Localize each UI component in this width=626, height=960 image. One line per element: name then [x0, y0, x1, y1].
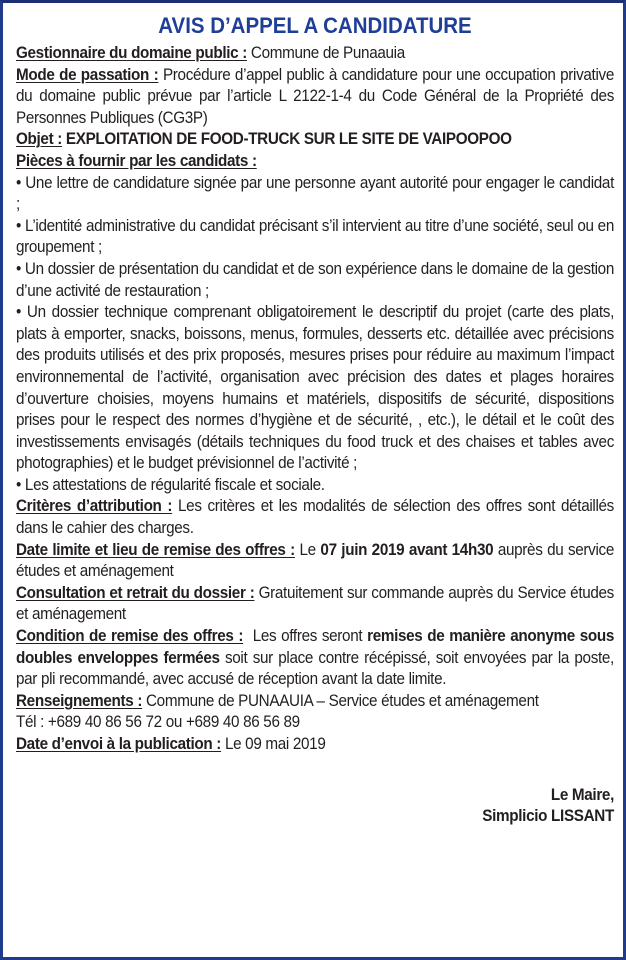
date-limite-paragraph [16, 540, 614, 583]
consultation-paragraph [16, 583, 614, 626]
renseignements-value: Commune de PUNAAUIA – Service études et aménagement [142, 691, 539, 710]
objet-label: Objet : [16, 130, 62, 149]
date-envoi-value: Le 09 mai 2019 [221, 735, 326, 753]
signature-role: Le Maire, [550, 785, 614, 804]
date-limite-deadline: 07 juin 2019 avant 14h30 [320, 540, 494, 559]
pieces-list-item: • Un dossier technique comprenant obligatoirement le descriptif du projet (carte des plats, plats à emporter, snacks, boissons, menus, formules, desserts etc. détaillée avec précisions des produits utilisés et des prix proposés, mesures prises pour réduire au maximum l’impact environnemental de l’activité, organisation avec précision des dates et plages horaires d’ouverture choisies, moyens humains et matériels, dispositifs de sécurité, dispositions prises pour le respect des normes d’hygiène et de sécurité, , etc.), le détail et le coût des investissements envisagés (détails techniques du food truck et des chaises et tables avec photographies) et le budget prévisionnel de l’activité ; [16, 303, 614, 473]
condition-emphasis: remises de manière anonyme sous doubles enveloppes fermées [16, 627, 614, 667]
pieces-list-item: • Les attestations de régularité fiscale et sociale. [16, 475, 325, 494]
condition-suffix: soit sur place contre récépissé, soit envoyées par la poste, par pli recommandé, avec accusé de réception avant la date limite. [16, 648, 614, 689]
date-envoi-paragraph [16, 734, 614, 756]
pieces-list-item: • Un dossier de présentation du candidat et de son expérience dans le domaine de la gestion d’une activité de restauration ; [16, 259, 614, 300]
date-limite-suffix: auprès du service études et aménagement [16, 540, 614, 581]
condition-prefix: Les offres seront [243, 627, 368, 646]
objet-value: EXPLOITATION DE FOOD-TRUCK SUR LE SITE DE VAIPOOPOO [61, 130, 512, 149]
consultation-label: Consultation et retrait du dossier : [16, 583, 255, 602]
mode-passation-value: Procédure d’appel public à candidature pour une occupation privative du domaine public prévue par l’article L 2122-1-4 du Code Général de la Propriété des Personnes Publiques (CG3P) [16, 65, 614, 127]
date-envoi-label: Date d’envoi à la publication : [16, 735, 222, 753]
renseignements-phone: Tél : +689 40 86 56 72 ou +689 40 86 56 89 [16, 713, 300, 732]
gestionnaire-paragraph [16, 43, 614, 65]
date-limite-prefix: Le [294, 540, 321, 559]
signature-block [16, 785, 614, 828]
condition-paragraph [16, 626, 614, 691]
renseignements-label: Renseignements : [16, 691, 143, 710]
date-limite-label: Date limite et lieu de remise des offres : [16, 540, 295, 559]
notice-title: AVIS D’APPEL A CANDIDATURE [158, 13, 472, 38]
gestionnaire-label: Gestionnaire du domaine public : [16, 44, 247, 62]
criteres-value: Les critères et les modalités de sélection des offres sont détaillés dans le cahier des charges. [16, 497, 614, 538]
objet-paragraph [16, 129, 614, 151]
pieces-list-item: • Une lettre de candidature signée par une personne ayant autorité pour engager le candidat ; [16, 173, 614, 214]
pieces-list-item: • L’identité administrative du candidat précisant s’il intervient au titre d’une société, seul ou en groupement ; [16, 216, 614, 257]
gestionnaire-value: Commune de Punaauia [246, 44, 405, 62]
notice-content [16, 11, 614, 828]
mode-passation-label: Mode de passation : [16, 65, 159, 84]
criteres-label: Critères d’attribution : [16, 497, 173, 516]
mode-passation-paragraph [16, 65, 614, 130]
signature-name: Simplicio LISSANT [482, 807, 614, 826]
condition-label: Condition de remise des offres : [16, 627, 244, 646]
consultation-value: Gratuitement sur commande auprès du Service études et aménagement [16, 583, 614, 624]
criteres-paragraph [16, 496, 614, 539]
pieces-heading [16, 151, 614, 173]
pieces-label: Pièces à fournir par les candidats : [16, 151, 257, 170]
renseignements-paragraph [16, 691, 614, 713]
